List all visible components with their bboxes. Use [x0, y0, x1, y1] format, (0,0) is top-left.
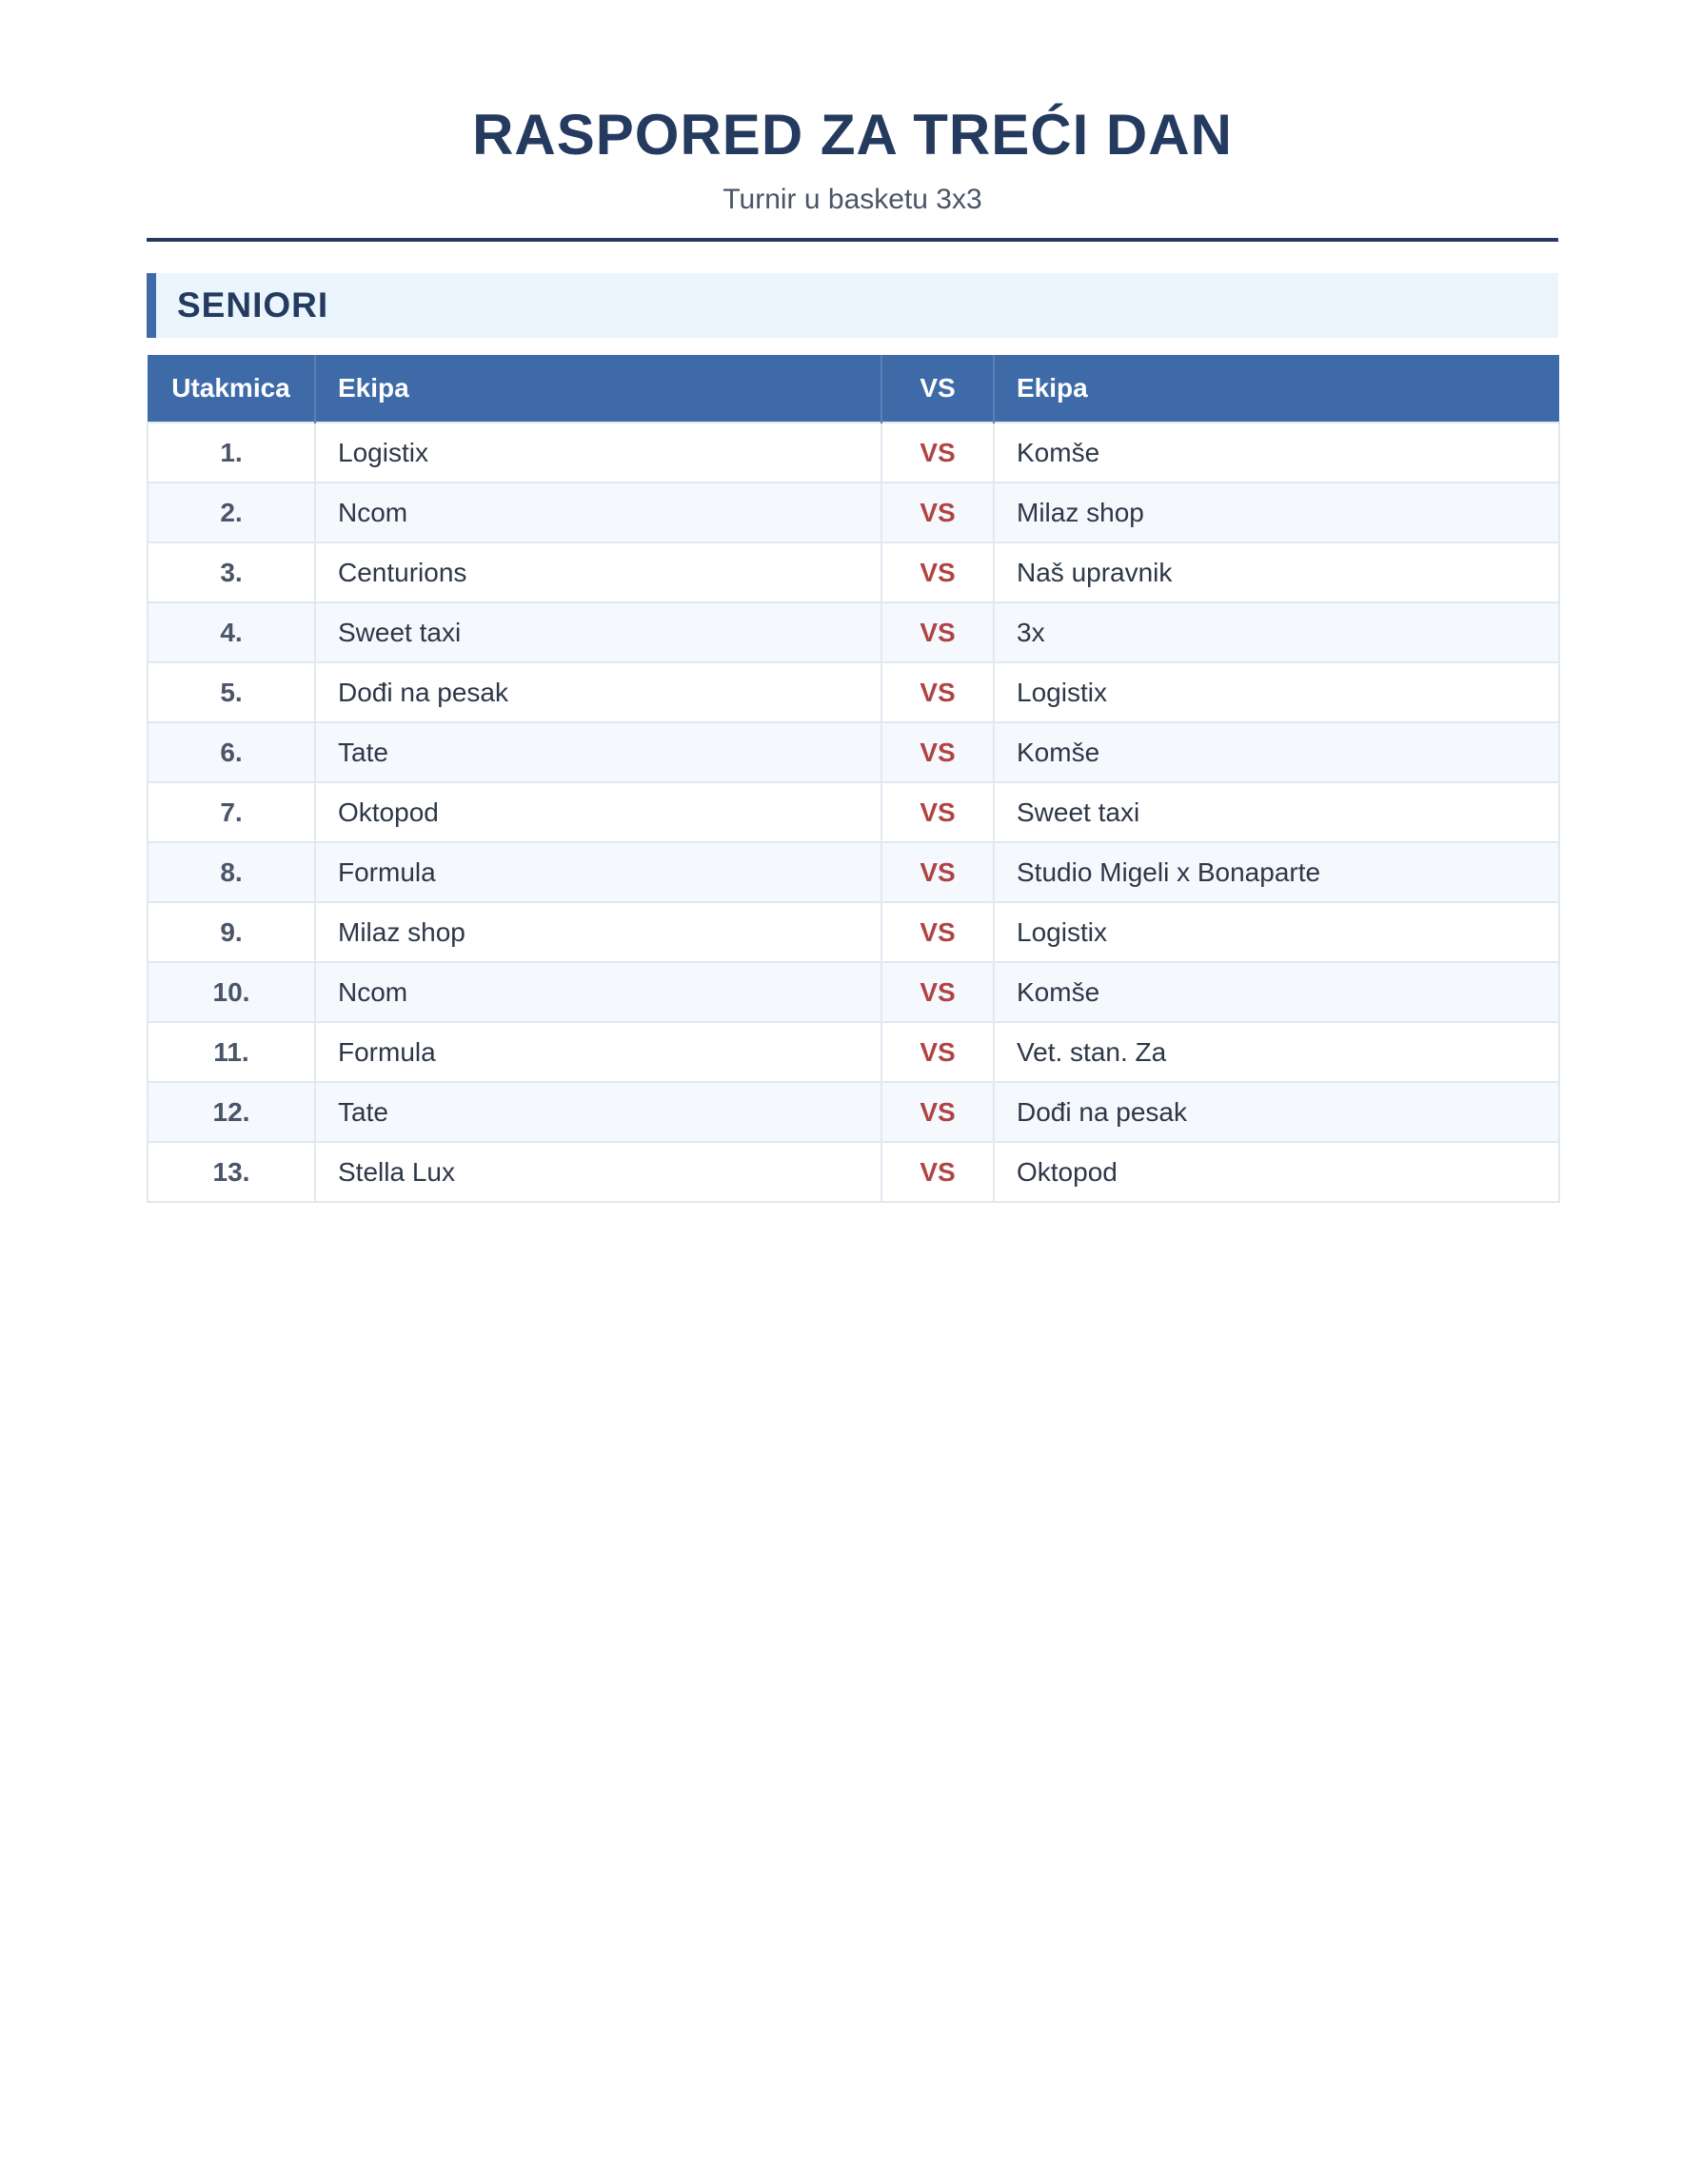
table-row [148, 1082, 1559, 1142]
table-body [148, 423, 1559, 1202]
team-away: Dođi na pesak [994, 1082, 1559, 1142]
vs-label: VS [881, 1022, 994, 1082]
column-header-team2: Ekipa [994, 355, 1559, 423]
vs-label: VS [881, 482, 994, 542]
vs-label: VS [881, 542, 994, 602]
team-home: Dođi na pesak [315, 662, 881, 722]
table-row [148, 902, 1559, 962]
page-title: RASPORED ZA TREĆI DAN [472, 103, 1233, 167]
table-row [148, 482, 1559, 542]
team-away: Naš upravnik [994, 542, 1559, 602]
match-number: 3. [148, 542, 315, 602]
match-number: 7. [148, 782, 315, 842]
table-row [148, 542, 1559, 602]
table-row [148, 842, 1559, 902]
match-number: 10. [148, 962, 315, 1022]
team-away: Milaz shop [994, 482, 1559, 542]
column-header-team1: Ekipa [315, 355, 881, 423]
vs-label: VS [881, 662, 994, 722]
section-title: SENIORI [177, 285, 329, 325]
team-home: Tate [315, 1082, 881, 1142]
vs-label: VS [881, 902, 994, 962]
table-row [148, 602, 1559, 662]
column-header-vs: VS [881, 355, 994, 423]
match-number: 1. [148, 423, 315, 482]
table-row [148, 1142, 1559, 1202]
vs-label: VS [881, 602, 994, 662]
team-home: Milaz shop [315, 902, 881, 962]
match-number: 11. [148, 1022, 315, 1082]
team-away: Komše [994, 423, 1559, 482]
team-home: Centurions [315, 542, 881, 602]
team-home: Ncom [315, 962, 881, 1022]
vs-label: VS [881, 1142, 994, 1202]
team-home: Ncom [315, 482, 881, 542]
team-away: Komše [994, 962, 1559, 1022]
team-away: 3x [994, 602, 1559, 662]
team-home: Sweet taxi [315, 602, 881, 662]
table-row [148, 962, 1559, 1022]
document-page [147, 0, 1558, 1203]
team-home: Formula [315, 1022, 881, 1082]
team-away: Sweet taxi [994, 782, 1559, 842]
title-divider [147, 238, 1558, 242]
match-number: 5. [148, 662, 315, 722]
team-home: Logistix [315, 423, 881, 482]
match-number: 6. [148, 722, 315, 782]
team-away: Studio Migeli x Bonaparte [994, 842, 1559, 902]
table-row [148, 782, 1559, 842]
page-subtitle: Turnir u basketu 3x3 [722, 184, 982, 215]
team-home: Stella Lux [315, 1142, 881, 1202]
vs-label: VS [881, 1082, 994, 1142]
vs-label: VS [881, 962, 994, 1022]
vs-label: VS [881, 423, 994, 482]
team-away: Komše [994, 722, 1559, 782]
table-row [148, 423, 1559, 482]
table-row [148, 662, 1559, 722]
match-number: 8. [148, 842, 315, 902]
section-header [147, 273, 1558, 338]
column-header-match: Utakmica [148, 355, 315, 423]
match-number: 2. [148, 482, 315, 542]
team-home: Formula [315, 842, 881, 902]
match-number: 12. [148, 1082, 315, 1142]
match-number: 9. [148, 902, 315, 962]
team-home: Oktopod [315, 782, 881, 842]
table-header-row [148, 355, 1559, 423]
vs-label: VS [881, 722, 994, 782]
match-number: 13. [148, 1142, 315, 1202]
table-row [148, 722, 1559, 782]
table-row [148, 1022, 1559, 1082]
vs-label: VS [881, 782, 994, 842]
schedule-table [147, 355, 1560, 1203]
vs-label: VS [881, 842, 994, 902]
team-home: Tate [315, 722, 881, 782]
team-away: Oktopod [994, 1142, 1559, 1202]
team-away: Vet. stan. Za [994, 1022, 1559, 1082]
match-number: 4. [148, 602, 315, 662]
team-away: Logistix [994, 902, 1559, 962]
team-away: Logistix [994, 662, 1559, 722]
